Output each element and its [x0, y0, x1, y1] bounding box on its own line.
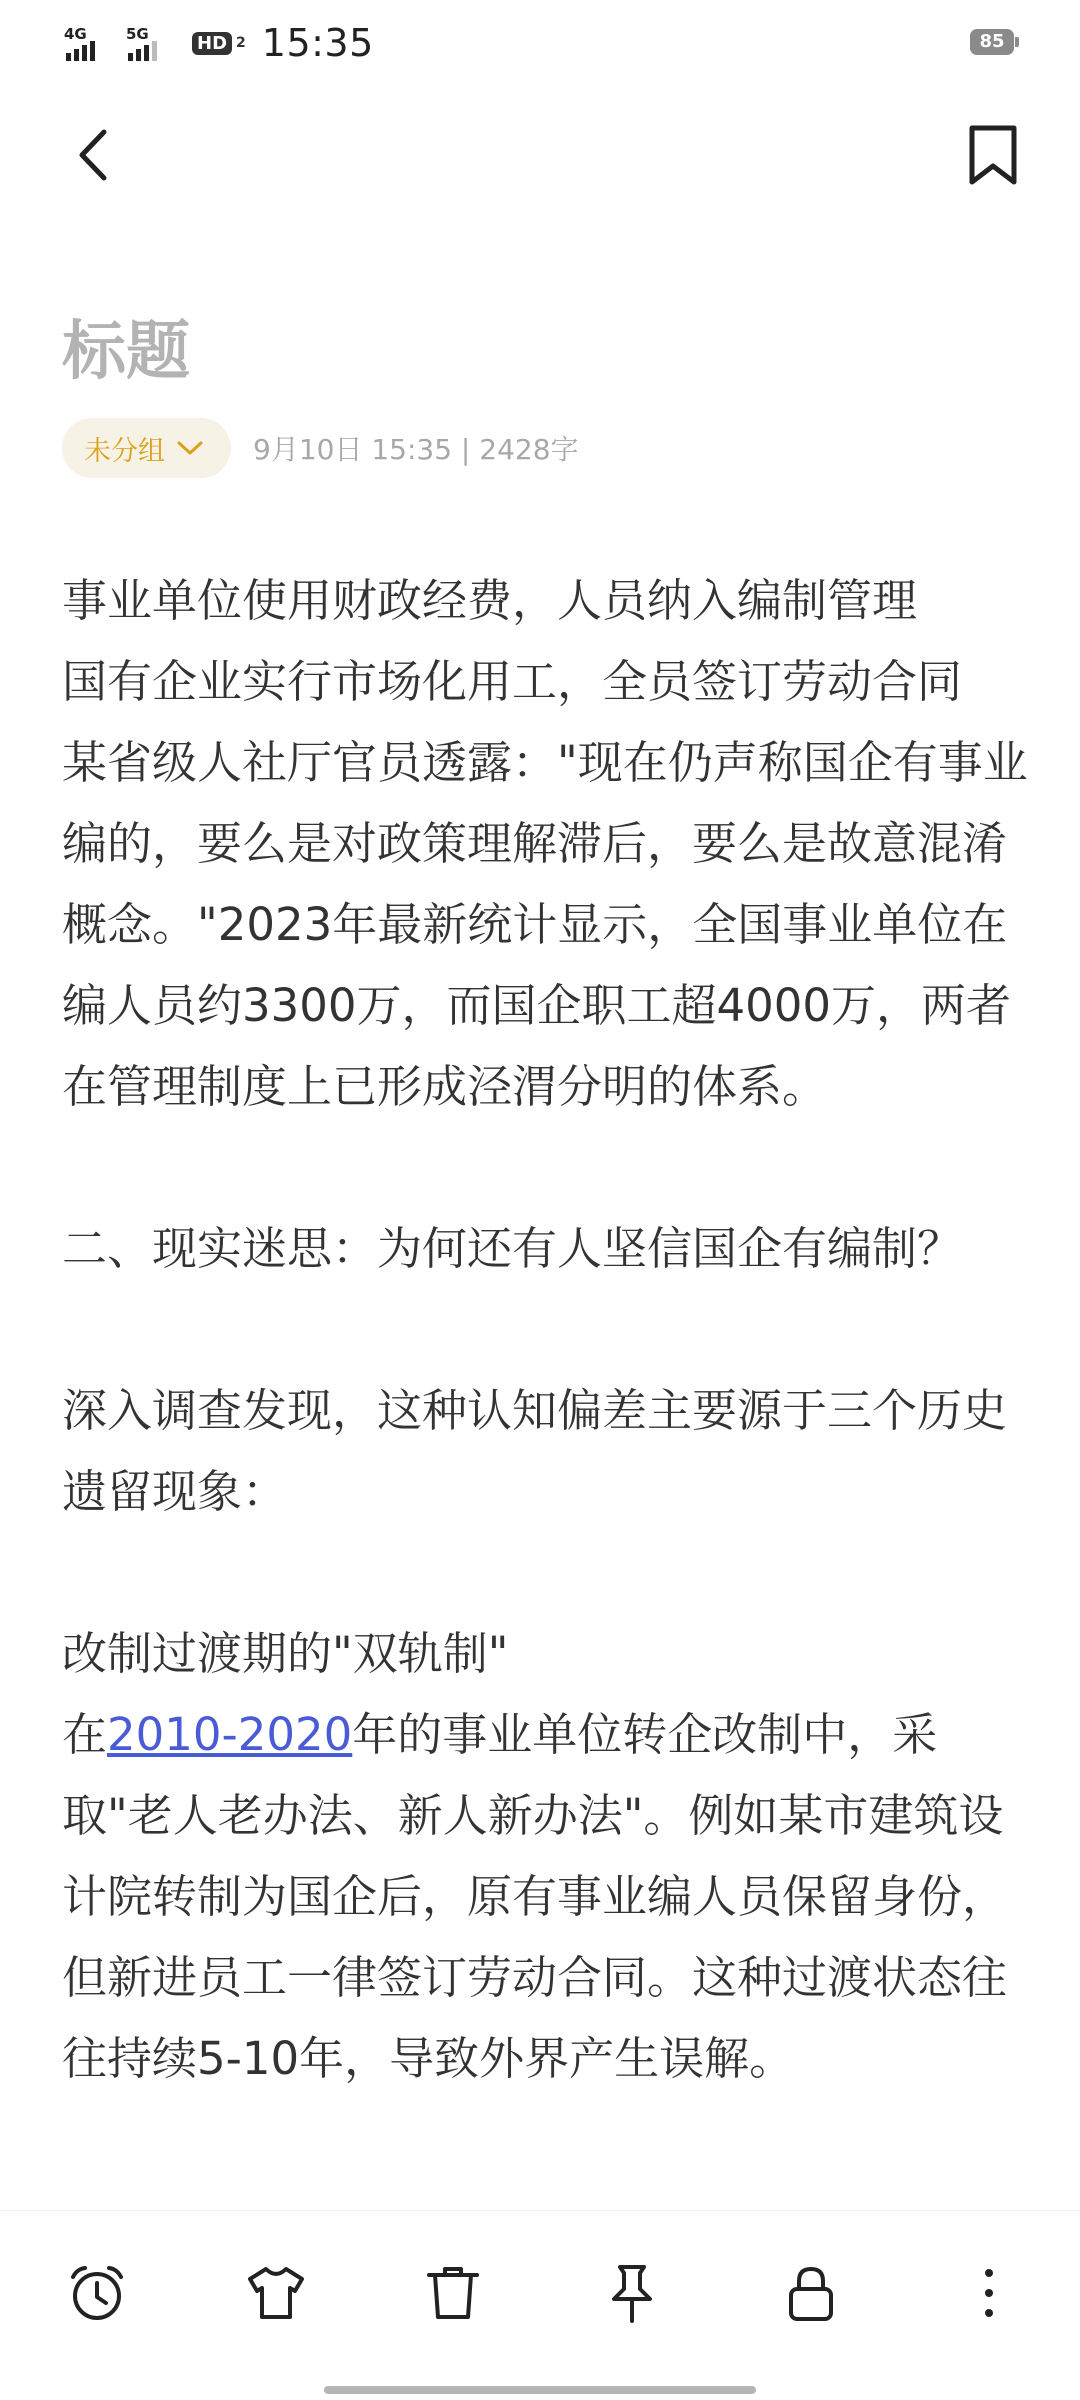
signal-sim2-icon: [126, 23, 178, 63]
network-type-sim2: 5G: [126, 25, 149, 43]
blank-line: [62, 1289, 1032, 1370]
text-segment: 在: [62, 1708, 108, 1761]
more-button[interactable]: [954, 2258, 1024, 2328]
hd-voice-icon: HD: [192, 32, 232, 55]
paragraph: 深入调查发现，这种认知偏差主要源于三个历史遗留现象：: [62, 1384, 1008, 1518]
paragraph: 事业单位使用财政经费，人员纳入编制管理: [62, 574, 918, 627]
lock-icon: [779, 2261, 843, 2325]
delete-button[interactable]: [418, 2258, 488, 2328]
status-bar: [0, 0, 1080, 86]
network-type-sim1: 4G: [64, 25, 87, 43]
trash-icon: [421, 2261, 485, 2325]
pin-button[interactable]: [597, 2258, 667, 2328]
theme-button[interactable]: [241, 2258, 311, 2328]
status-time: 15:35: [261, 21, 374, 65]
hd-voice-sim-index: 2: [236, 35, 246, 51]
blank-line: [62, 1532, 1032, 1613]
back-button[interactable]: [60, 120, 130, 190]
note-meta-row: [62, 418, 579, 478]
note-title[interactable]: 标题: [62, 315, 190, 389]
status-left: [64, 18, 374, 68]
text-segment: 年的事业单位转企改制中，采取"老人老办法、新人新办法"。例如某市建筑设计院转制为国企后，原有事业编人员保留身份，但新进员工一律签订劳动合同。这种过渡状态往往持续5-10年，导致外界产生误解。: [62, 1708, 1008, 2085]
lock-button[interactable]: [776, 2258, 846, 2328]
blank-line: [62, 1127, 1032, 1208]
chevron-down-icon: [175, 438, 205, 458]
group-selector[interactable]: [62, 418, 231, 478]
group-label: 未分组: [84, 435, 165, 467]
more-vertical-icon: [957, 2261, 1021, 2325]
bottom-toolbar: [0, 2210, 1080, 2361]
paragraph: 改制过渡期的"双轨制": [62, 1627, 509, 1680]
battery-level: 85: [979, 31, 1005, 52]
note-date-wordcount: 9月10日 15:35 | 2428字: [253, 433, 579, 466]
paragraph: 某省级人社厅官员透露："现在仍声称国企有事业编的，要么是对政策理解滞后，要么是故意混淆概念。"2023年最新统计显示，全国事业单位在编人员约3300万，而国企职工超4000万，两者在管理制度上已形成泾渭分明的体系。: [62, 736, 1028, 1113]
reminder-button[interactable]: [62, 2258, 132, 2328]
year-range-link[interactable]: 2010-2020: [107, 1708, 353, 1761]
alarm-clock-icon: [65, 2261, 129, 2325]
bookmark-icon: [958, 120, 1028, 190]
note-body[interactable]: [62, 560, 1032, 2099]
home-indicator[interactable]: [324, 2386, 756, 2394]
section-heading: 二、现实迷思：为何还有人坚信国企有编制？: [62, 1222, 963, 1275]
paragraph-with-link: [62, 1694, 1032, 2099]
signal-sim1-icon: [64, 23, 116, 63]
chevron-left-icon: [60, 120, 130, 190]
paragraph: 国有企业实行市场化用工，全员签订劳动合同: [62, 655, 963, 708]
top-nav: [0, 100, 1080, 210]
bookmark-button[interactable]: [958, 120, 1028, 190]
pin-icon: [600, 2261, 664, 2325]
tshirt-icon: [244, 2261, 308, 2325]
battery-icon: [970, 29, 1014, 55]
content-fade: [0, 2190, 1080, 2210]
